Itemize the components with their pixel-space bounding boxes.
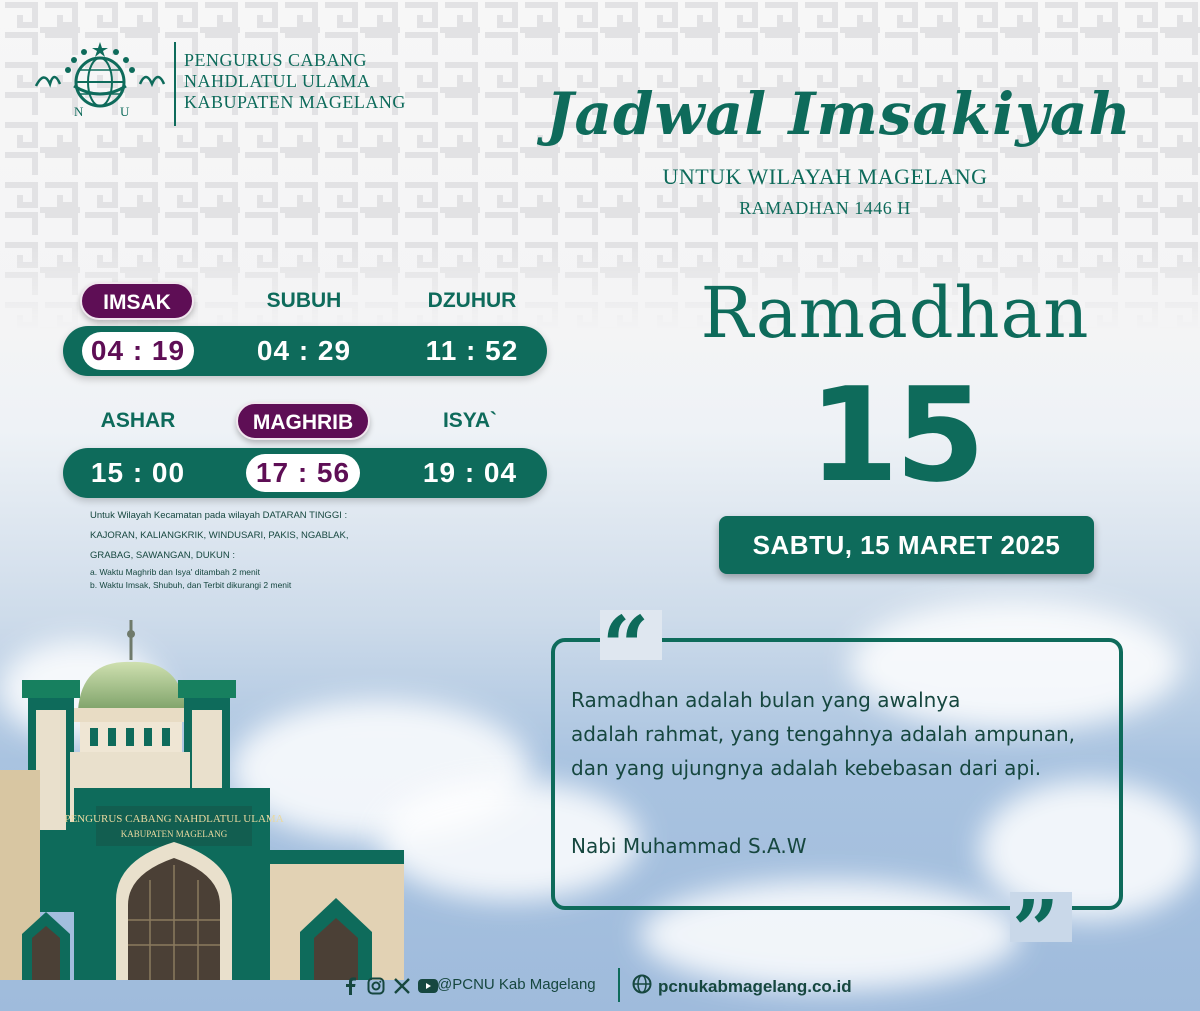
quote-author: Nabi Muhammad S.A.W (571, 834, 807, 858)
quote-line: dan yang ujungnya adalah kebebasan dari api. (571, 756, 1042, 780)
facebook-icon[interactable] (340, 976, 360, 996)
prayer-label-ashar: ASHAR (100, 409, 176, 432)
svg-text:PENGURUS CABANG NAHDLATUL ULAM: PENGURUS CABANG NAHDLATUL ULAMA (64, 813, 284, 825)
org-line: PENGURUS CABANG (184, 50, 368, 70)
prayer-time-imsak: 04 : 19 (82, 332, 194, 370)
close-quote-icon: ” (1012, 883, 1060, 979)
note-line: b. Waktu Imsak, Shubuh, dan Terbit dikurangi 2 menit (90, 580, 292, 590)
open-quote-icon: “ (602, 599, 650, 695)
prayer-time-isya: 19 : 04 (422, 457, 518, 488)
quote-line: Ramadhan adalah bulan yang awalnya (571, 688, 961, 712)
svg-text:U: U (120, 104, 130, 119)
ramadhan-day: 15 (808, 359, 982, 511)
prayer-time-subuh: 04 : 29 (256, 335, 352, 366)
nu-logo (34, 40, 166, 120)
instagram-icon[interactable] (366, 976, 386, 996)
prayer-time-ashar: 15 : 00 (90, 457, 186, 488)
x-icon[interactable] (392, 976, 412, 996)
subtitle-year: RAMADHAN 1446 H (739, 198, 911, 218)
footer-divider (618, 968, 620, 1002)
youtube-icon[interactable] (418, 976, 438, 996)
svg-text:N: N (74, 104, 84, 119)
prayer-label-subuh: SUBUH (266, 289, 342, 312)
website-link[interactable] (632, 974, 852, 999)
prayer-time-dzuhur: 11 : 52 (425, 335, 519, 366)
org-line: NAHDLATUL ULAMA (184, 71, 371, 91)
quote-line: adalah rahmat, yang tengahnya adalah ampunan, (571, 722, 1076, 746)
svg-text:KABUPATEN MAGELANG: KABUPATEN MAGELANG (120, 829, 228, 839)
prayer-time-maghrib: 17 : 56 (246, 454, 360, 492)
date-badge: SABTU, 15 MARET 2025 (719, 516, 1094, 574)
mosque-illustration (0, 620, 410, 980)
quote-text (571, 683, 1111, 785)
prayer-label-isya: ISYA` (442, 409, 498, 432)
prayer-label-dzuhur: DZUHUR (427, 289, 517, 312)
prayer-label-imsak: IMSAK (80, 282, 194, 320)
page-title: Jadwal Imsakiyah (546, 80, 1132, 148)
subtitle-region: UNTUK WILAYAH MAGELANG (662, 164, 988, 189)
note-line: GRABAG, SAWANGAN, DUKUN : (90, 550, 235, 561)
note-line: a. Waktu Maghrib dan Isya' ditambah 2 menit (90, 567, 260, 577)
social-icons (340, 974, 438, 998)
globe-icon (632, 974, 652, 999)
note-line: KAJORAN, KALIANGKRIK, WINDUSARI, PAKIS, NGABLAK, (90, 530, 349, 541)
org-line: KABUPATEN MAGELANG (184, 92, 406, 112)
social-handle[interactable]: @PCNU Kab Magelang (437, 976, 596, 993)
ramadhan-label: Ramadhan (700, 272, 1090, 354)
website-url: pcnukabmagelang.co.id (658, 976, 852, 996)
organization-name (184, 50, 406, 113)
note-line: Untuk Wilayah Kecamatan pada wilayah DATARAN TINGGI : (90, 510, 348, 521)
highland-note (90, 506, 410, 592)
header-divider (174, 42, 176, 126)
prayer-label-maghrib: MAGHRIB (236, 402, 370, 440)
